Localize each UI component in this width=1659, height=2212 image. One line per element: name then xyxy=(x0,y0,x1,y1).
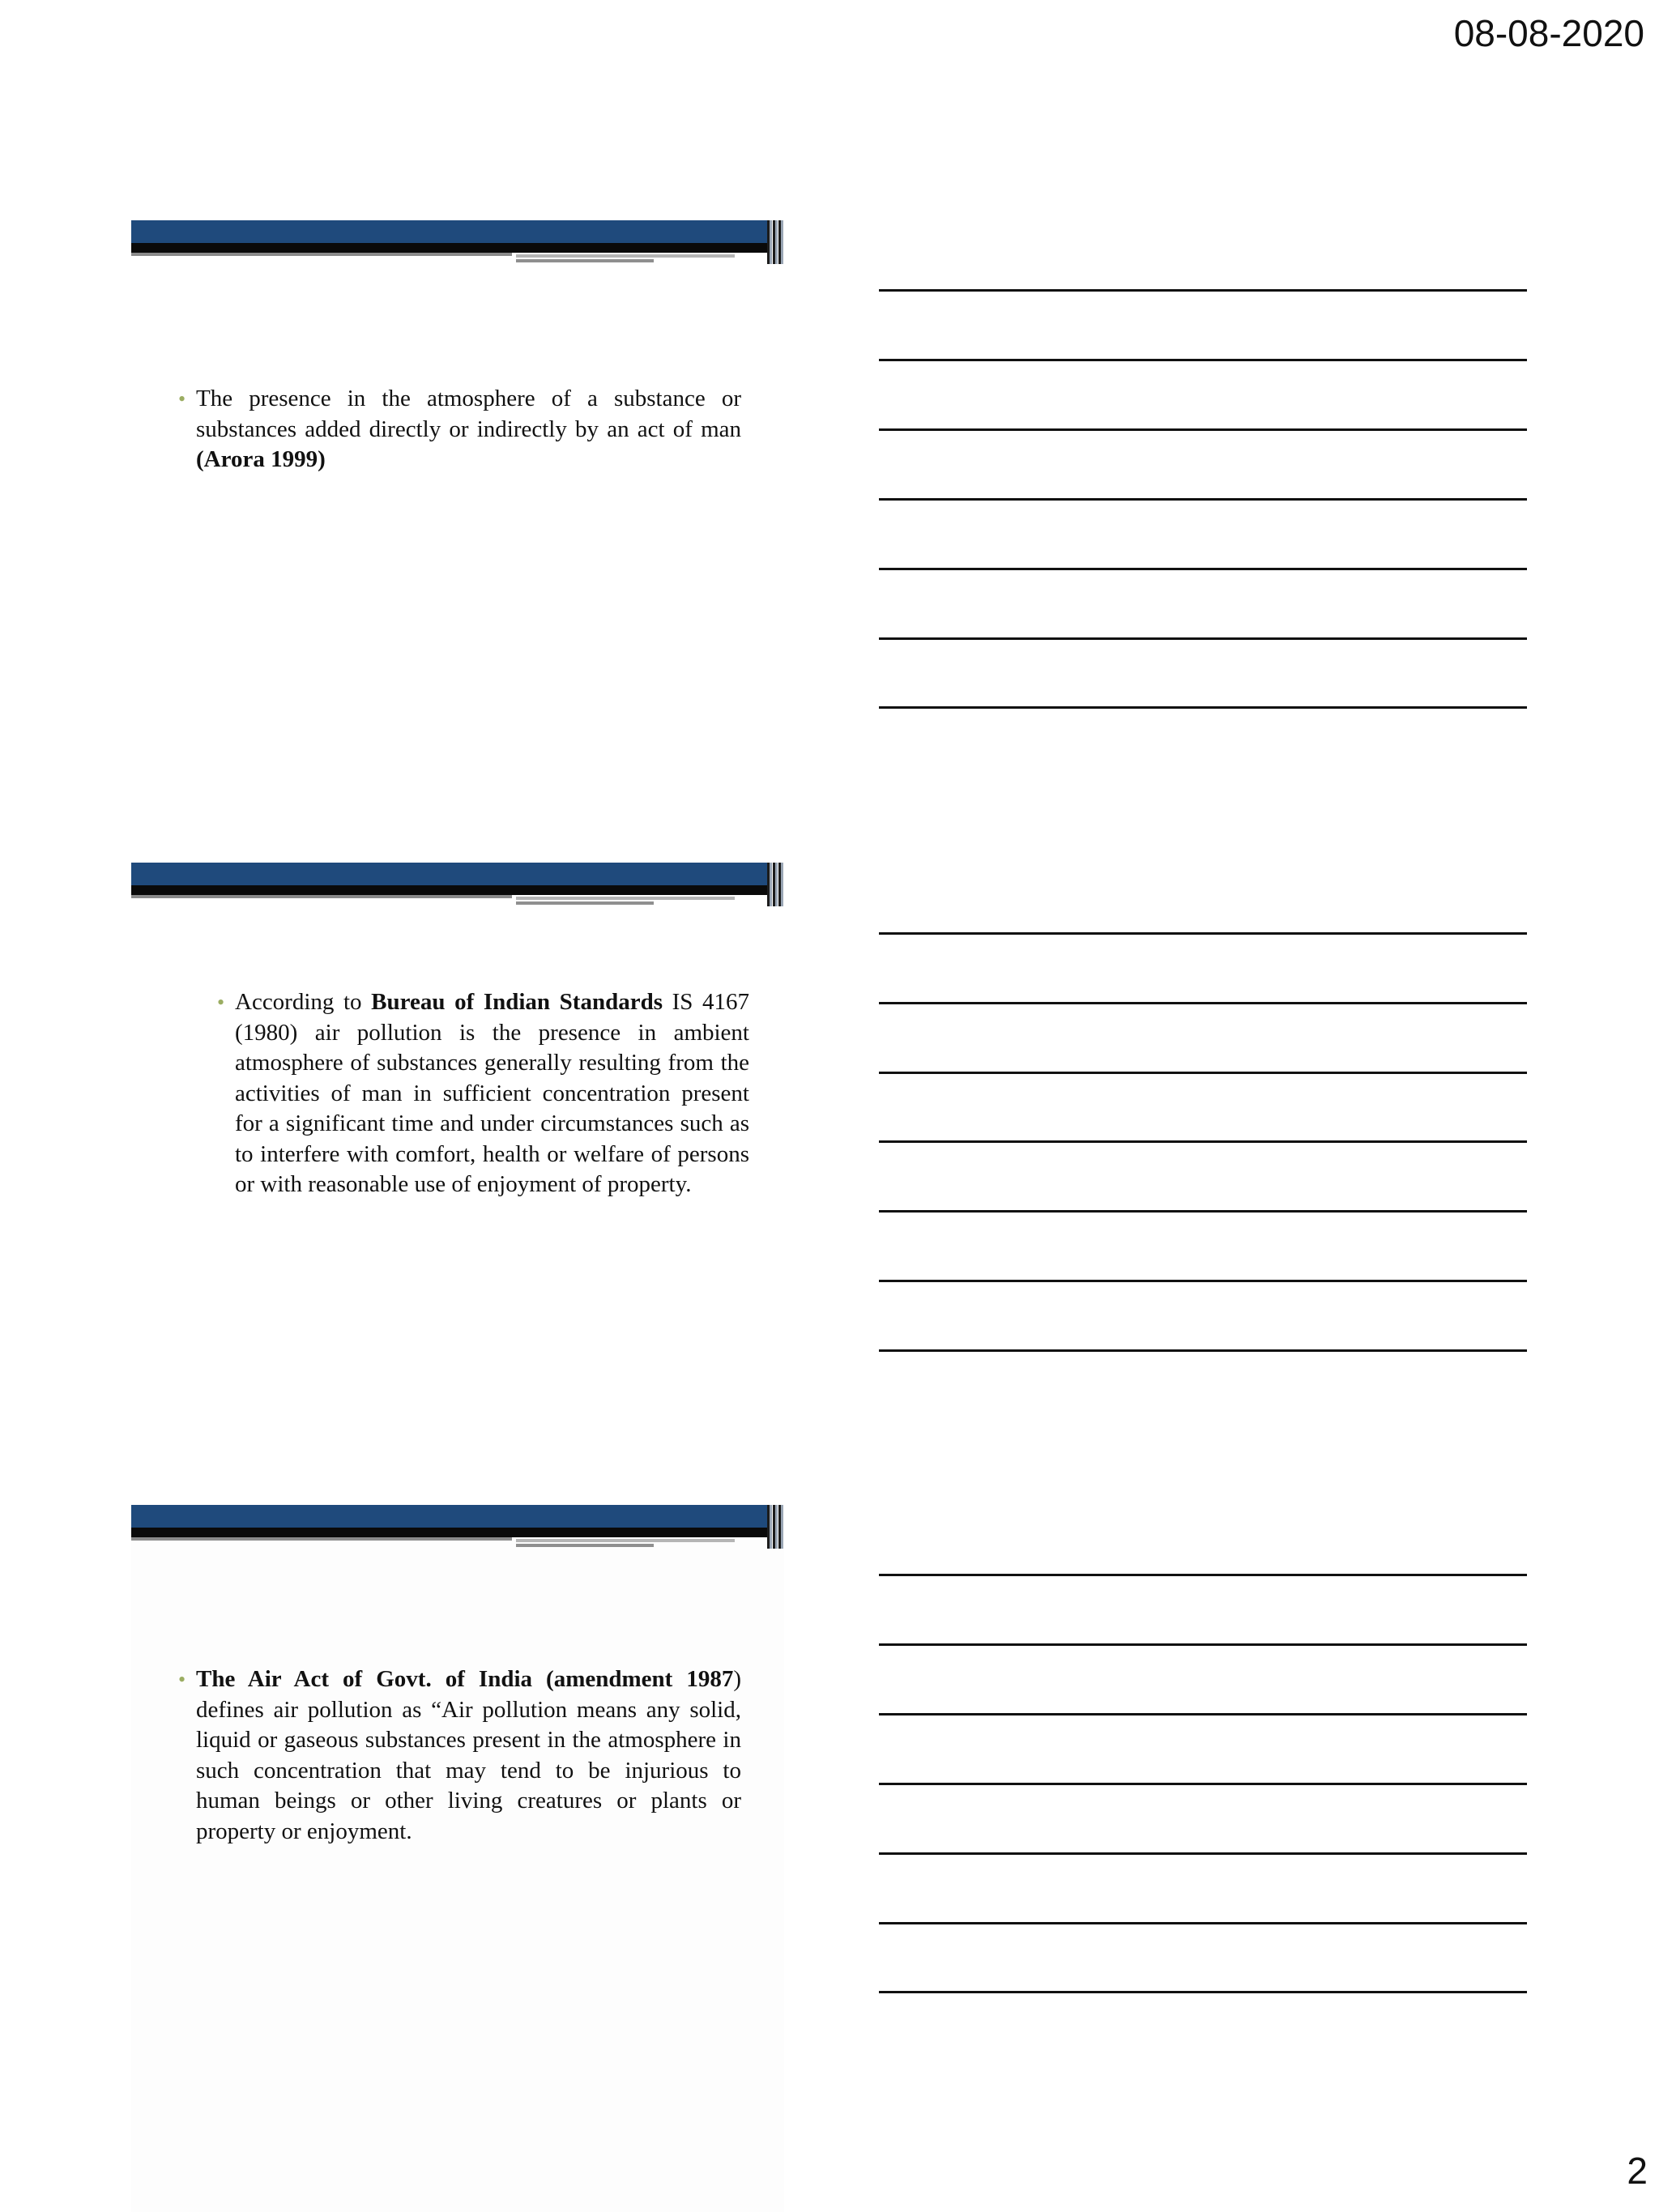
note-line xyxy=(879,1643,1527,1646)
note-line xyxy=(879,1002,1527,1004)
bullet-text: ) defines air pollution as “Air pollution means any solid, liquid or gaseous substances present in the atmosphere in such concentration that may tend to be injurious to human beings or other living creatures or plants or property or enjoyment. xyxy=(196,1666,741,1844)
slide-title-banner xyxy=(131,1505,784,1554)
slide-title-banner xyxy=(131,863,784,911)
note-line xyxy=(879,428,1527,431)
slide-3 xyxy=(131,1505,784,2212)
note-line xyxy=(879,1852,1527,1855)
document-date: 08-08-2020 xyxy=(1453,12,1644,54)
bullet-definition-air-act xyxy=(178,1664,741,1847)
note-line xyxy=(879,1991,1527,1993)
note-line xyxy=(879,1210,1527,1213)
bullet-bold-source: The Air Act of Govt. of India (amendment 1987 xyxy=(196,1666,734,1692)
note-line xyxy=(879,706,1527,709)
page-number: 2 xyxy=(1627,2150,1648,2192)
note-line xyxy=(879,1783,1527,1785)
bullet-citation: (Arora 1999) xyxy=(196,446,326,472)
bullet-bold-source: Bureau of Indian Standards xyxy=(371,989,663,1015)
note-line xyxy=(879,289,1527,292)
note-line xyxy=(879,498,1527,501)
bullet-text: IS 4167 (1980) air pollution is the presence in ambient atmosphere of substances generally resulting from the activities of man in sufficient concentration present for a significant time and under circumstances such as to interfere with comfort, health or welfare of persons or with reasonable use of enjoyment of property. xyxy=(235,989,749,1197)
bullet-dot-icon: • xyxy=(217,991,225,1014)
note-line xyxy=(879,1713,1527,1715)
bullet-text: The presence in the atmosphere of a substance or substances added directly or indirectly by an act of man xyxy=(196,386,741,442)
note-line xyxy=(879,1072,1527,1074)
note-line xyxy=(879,568,1527,570)
note-line xyxy=(879,1922,1527,1924)
note-line xyxy=(879,1140,1527,1143)
bullet-dot-icon: • xyxy=(178,387,186,411)
note-line xyxy=(879,359,1527,361)
bullet-definition-arora xyxy=(178,384,741,475)
slide-title-banner xyxy=(131,220,784,269)
note-line xyxy=(879,1574,1527,1576)
bullet-pre-text: According to xyxy=(235,989,372,1015)
bullet-dot-icon: • xyxy=(178,1668,186,1691)
slide-1 xyxy=(131,220,784,860)
note-line xyxy=(879,1280,1527,1282)
note-line xyxy=(879,637,1527,640)
note-line xyxy=(879,1349,1527,1352)
bullet-definition-bis xyxy=(217,987,749,1200)
note-line xyxy=(879,932,1527,935)
slide-2 xyxy=(131,863,784,1502)
